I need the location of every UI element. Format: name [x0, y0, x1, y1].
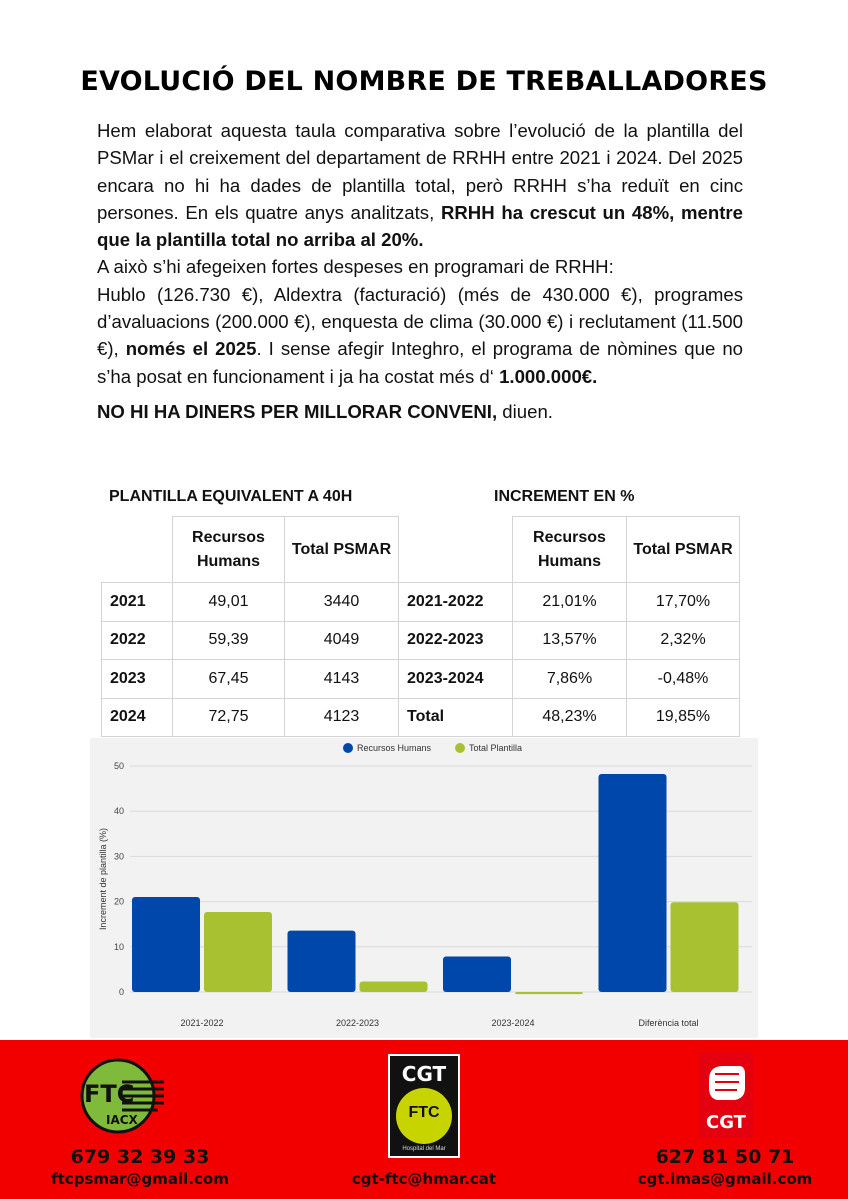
y-tick-label: 20: [113, 896, 124, 907]
legend-marker: [343, 743, 353, 753]
cgt-logo: [699, 1052, 753, 1138]
intro-text: Hem elaborat aquesta taula comparativa sobre l’evolució de la plantilla del PSMar i el creixement del departament de RRHH entre 2021 i 2024. Del 2025 encara no hi ha dades de plantilla total, però RRHH s’ha reduït en cinc persones. En els quatre anys analitzats,: [97, 120, 743, 223]
row-year: 2023: [102, 660, 173, 699]
header-total-right: Total PSMAR: [627, 517, 740, 583]
paragraph-callout: [97, 398, 743, 425]
y-tick-label: 10: [113, 941, 124, 952]
bar-chart: [90, 738, 758, 1038]
x-tick-label: Diferència total: [638, 1018, 699, 1028]
bar-recursos-humans: [443, 956, 511, 992]
paragraph-costs: [97, 281, 743, 390]
table-row: [102, 583, 740, 622]
row-period: Total: [399, 698, 513, 737]
cell-rrhh: 72,75: [173, 698, 285, 737]
cell-increment-total: -0,48%: [627, 660, 740, 699]
header-corner: [102, 517, 173, 583]
intro-highlight: RRHH ha crescut un 48%, mentre que la plantilla total no arriba al 20%.: [97, 201, 743, 251]
cell-increment-total: 17,70%: [627, 583, 740, 622]
paragraph-software: A això s’hi afegeixen fortes despeses en programari de RRHH:: [97, 256, 614, 278]
row-period: 2021-2022: [399, 583, 513, 622]
y-tick-label: 40: [113, 806, 124, 817]
cell-total: 4049: [285, 621, 399, 660]
y-axis-label: Increment de plantilla (%): [98, 827, 108, 931]
svg-text:IACX: IACX: [106, 1113, 138, 1127]
cell-increment-rrhh: 21,01%: [513, 583, 627, 622]
body-text: [97, 117, 743, 425]
y-tick-label: 0: [118, 987, 124, 997]
cgt-ftc-logo-circle: [396, 1088, 452, 1144]
x-tick-label: 2022-2023: [335, 1018, 380, 1028]
cell-total: 4123: [285, 698, 399, 737]
row-year: 2021: [102, 583, 173, 622]
cgt-ftc-logo-ftc: FTC: [408, 1104, 440, 1121]
ftc-iacx-logo: [72, 1058, 168, 1138]
row-period: 2023-2024: [399, 660, 513, 699]
costs-highlight-amount: 1.000.000€.: [499, 365, 598, 387]
costs-text-2: . I sense afegir Integhro, el programa de nòmines que no s’ha posat en funcionament i ja ha costat més d‘: [97, 338, 743, 387]
table-header-row: [102, 517, 740, 583]
cell-total: 3440: [285, 583, 399, 622]
legend-marker: [455, 743, 465, 753]
cell-rrhh: 67,45: [173, 660, 285, 699]
cell-increment-rrhh: 48,23%: [513, 698, 627, 737]
cell-increment-total: 2,32%: [627, 621, 740, 660]
header-rrhh-right: Recursos Humans: [513, 517, 627, 583]
cell-rrhh: 49,01: [173, 583, 285, 622]
email-center[interactable]: cgt-ftc@hmar.cat: [351, 1170, 497, 1188]
fist-icon: [705, 1058, 747, 1106]
page-title: EVOLUCIÓ DEL NOMBRE DE TREBALLADORES: [80, 66, 768, 97]
header-rrhh-left: Recursos Humans: [173, 517, 285, 583]
callout-text: diuen.: [497, 400, 553, 422]
header-total-left: Total PSMAR: [285, 517, 399, 583]
costs-highlight-year: només el 2025: [125, 338, 257, 360]
legend-label: Total Plantilla: [469, 743, 523, 753]
svg-text:FTC: FTC: [84, 1080, 135, 1108]
comparison-table: [101, 516, 740, 737]
cgt-ftc-logo: [388, 1054, 460, 1158]
bar-total-plantilla: [204, 912, 272, 992]
bar-total-plantilla: [515, 992, 583, 994]
cell-total: 4143: [285, 660, 399, 699]
bar-recursos-humans: [132, 897, 200, 992]
row-period: 2022-2023: [399, 621, 513, 660]
bar-total-plantilla: [360, 982, 428, 992]
x-tick-label: 2021-2022: [180, 1018, 224, 1028]
x-tick-label: 2023-2024: [491, 1018, 535, 1028]
row-year: 2022: [102, 621, 173, 660]
table-title-right: INCREMENT EN %: [494, 488, 635, 505]
cell-increment-total: 19,85%: [627, 698, 740, 737]
email-left[interactable]: ftcpsmar@gmail.com: [51, 1170, 229, 1188]
cell-increment-rrhh: 13,57%: [513, 621, 627, 660]
email-right[interactable]: cgt.imas@gmail.com: [637, 1170, 813, 1188]
table-row: [102, 698, 740, 737]
paragraph-intro: [97, 117, 743, 253]
cgt-logo-label: CGT: [706, 1112, 746, 1133]
cgt-ftc-logo-small: Hospital del Mar: [402, 1146, 446, 1152]
table-row: [102, 660, 740, 699]
row-year: 2024: [102, 698, 173, 737]
phone-right: 627 81 50 71: [655, 1146, 795, 1168]
legend-label: Recursos Humans: [357, 743, 432, 753]
callout-bold: NO HI HA DINERS PER MILLORAR CONVENI,: [97, 400, 498, 422]
cell-increment-rrhh: 7,86%: [513, 660, 627, 699]
y-tick-label: 30: [113, 851, 124, 862]
cell-rrhh: 59,39: [173, 621, 285, 660]
table-title-left: PLANTILLA EQUIVALENT A 40H: [109, 488, 353, 505]
header-gap: [399, 517, 513, 583]
y-tick-label: 50: [113, 761, 124, 771]
table-row: [102, 621, 740, 660]
bar-total-plantilla: [671, 902, 739, 992]
bar-chart-svg: [90, 738, 758, 1038]
bar-recursos-humans: [288, 931, 356, 992]
costs-text: Hublo (126.730 €), Aldextra (facturació) (més de 430.000 €), programes d’avaluacions (200.000 €), enquesta de clima (30.000 €) i reclutament (11.500 €),: [97, 283, 743, 360]
cgt-ftc-logo-top: CGT: [401, 1062, 447, 1086]
phone-left: 679 32 39 33: [70, 1146, 210, 1168]
bar-recursos-humans: [599, 774, 667, 992]
